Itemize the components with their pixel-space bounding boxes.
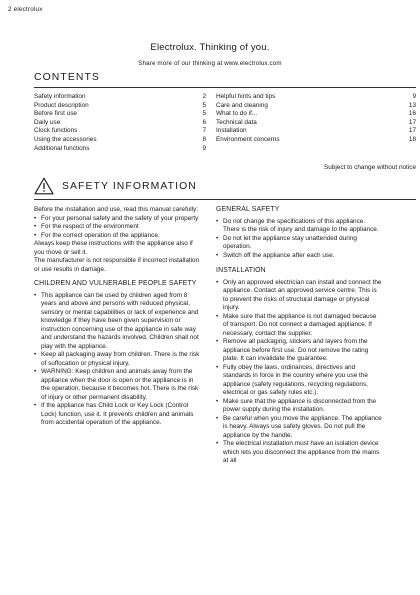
general-safety-bullet: • Do not change the specifications of this appliance. There is the risk of injury and damage to the appliance. [216,218,382,235]
installation-bullet: • Be careful when you move the appliance. The appliance is heavy. Always use safety gloves. Do not pull the appliance by the handle. [216,415,382,441]
general-safety-list [216,218,382,261]
keep-instructions-text: Always keep these instructions with the appliance also if you move or sell it. [34,240,193,256]
intro-bullet: • For the correct operation of the appliance. [34,232,204,241]
toc-entry-page: 18 [408,135,416,143]
toc-entry[interactable] [34,119,206,128]
toc-entry-label: Additional functions [34,144,90,152]
contents-heading: CONTENTS [34,72,100,83]
toc-entry-label: Product description [34,101,89,109]
toc-entry-label: Before first use [34,110,77,118]
toc-entry[interactable] [216,119,416,128]
toc-entry-page: 16 [408,110,416,118]
installation-bullet: • Make sure that the appliance is disconnected from the power supply during the installation. [216,398,382,415]
brand-subtitle: Share more of our thinking at www.electrolux.com [138,60,282,67]
toc-entry-page: 17 [408,118,416,126]
toc-entry-label: Clock functions [34,127,78,135]
toc-entry-page: 7 [202,127,206,135]
toc-entry[interactable] [216,93,416,102]
warning-triangle-icon [34,177,54,195]
toc-right-column [216,93,416,145]
intro-list [34,215,204,241]
toc-entry[interactable] [34,93,206,102]
toc-entry-page: 13 [408,101,416,109]
contents-divider [34,87,416,88]
children-safety-bullet: • If the appliance has Child Lock or Key Lock (Control Lock) function, use it. It prevents children and animals from accidental operation of the appliance. [34,402,204,428]
toc-entry-page: 5 [202,110,206,118]
toc-entry[interactable] [216,127,416,136]
toc-left-column [34,93,206,153]
toc-entry-label: Daily use [34,118,61,126]
toc-entry-page: 17 [408,127,416,135]
toc-entry[interactable] [34,145,206,154]
manufacturer-text: The manufacturer is not responsible if incorrect installation or use results in damage. [34,257,200,273]
general-safety-bullet: • Switch off the appliance after each use. [216,252,382,261]
change-notice: Subject to change without notice [323,164,416,171]
toc-entry-page: 5 [202,101,206,109]
toc-entry-label: Technical data [216,118,257,126]
toc-entry-page: 9 [202,144,206,152]
toc-entry-page: 8 [202,135,206,143]
toc-entry-label: Installation [216,127,247,135]
toc-entry[interactable] [34,110,206,119]
installation-list [216,279,382,466]
toc-entry-label: Using the accessories [34,135,97,143]
safety-left-column [34,206,204,428]
toc-entry[interactable] [216,136,416,145]
toc-entry[interactable] [216,110,416,119]
children-heading: CHILDREN AND VULNERABLE PEOPLE SAFETY [34,280,197,287]
toc-entry-page: 6 [202,118,206,126]
toc-entry-label: What to do if... [216,110,258,118]
toc-entry-label: Helpful hints and tips [216,93,276,100]
installation-bullet: • Make sure that the appliance is not damaged because of transport. Do not connect a damaged appliance. If necessary, contact the supplier. [216,313,382,339]
toc-entry[interactable] [34,136,206,145]
toc-entry[interactable] [34,102,206,111]
toc-entry-label: Safety information [34,93,86,100]
safety-heading: SAFETY INFORMATION [62,181,197,192]
toc-entry[interactable] [216,102,416,111]
installation-bullet: • Remove all packaging, stickers and layers from the appliance before first use. Do not remove the rating plate. It can invalidate the guarantee. [216,338,382,364]
intro-bullet: • For the respect of the environment [34,223,204,232]
toc-entry-page: 9 [412,93,416,100]
intro-text: Before the installation and use, read this manual carefully: [34,206,199,213]
toc-entry-label: Environment concerns [216,135,280,143]
toc-entry-page: 2 [202,93,206,100]
toc-entry-label: Care and cleaning [216,101,268,109]
general-safety-heading: GENERAL SAFETY [216,206,280,213]
safety-divider [34,199,416,200]
children-safety-list [34,292,204,428]
safety-right-column [216,206,382,466]
installation-bullet: • The electrical installation must have an isolation device which lets you disconnect the appliance from the mains at all [216,440,382,466]
installation-bullet: • Fully obey the laws, ordinances, directives and standards in force in the country where you use the appliance (safety regulations, recycling regulations, electrical or gas safety rules etc.). [216,364,382,398]
general-safety-bullet: • Do not let the appliance stay unattended during operation. [216,235,382,252]
toc-entry[interactable] [34,127,206,136]
intro-bullet: • For your personal safety and the safety of your property [34,215,204,224]
children-safety-bullet: • Keep all packaging away from children. There is the risk of suffocation or physical injury. [34,351,204,368]
page-header: 2 electrolux [8,6,43,13]
brand-title: Electrolux. Thinking of you. [150,42,270,53]
installation-heading: INSTALLATION [216,267,266,275]
installation-bullet: • Only an approved electrician can install and connect the appliance. Contact an approved service centre. This is to prevent the risks of structural damage or physical injury. [216,279,382,313]
children-safety-bullet: • This appliance can be used by children aged from 8 years and above and persons with reduced physical, sensory or mental capabilities or lack of experience and knowledge if they have been given supervision or instruction concerning use of the appliance in safe way and understand the hazards involved. Children shall not play with the appliance. [34,292,204,352]
children-safety-bullet: • WARNING: Keep children and animals away from the appliance when the door is open or the appliance is in the operation, because it becomes hot. There is the risk of injury or other permanent disability. [34,368,204,402]
